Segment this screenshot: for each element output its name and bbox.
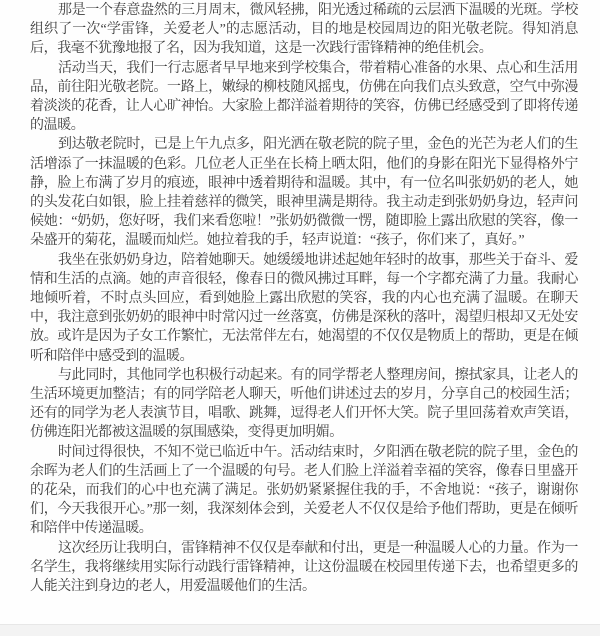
essay-paragraph-1: 那是一个春意盎然的三月周末，微风轻拂，阳光透过稀疏的云层洒下温暖的光斑。学校组织了一次“学雷锋，关爱老人”的志愿活动，目的地是校园周边的阳光敬老院。得知消息后，我毫不犹豫地报了名，因为我知道，这是一次践行雷锋精神的绝佳机会。 <box>30 3 578 57</box>
essay-paragraph-7: 这次经历让我明白，雷锋精神不仅仅是奉献和付出，更是一种温暖人心的力量。作为一名学生，我将继续用实际行动践行雷锋精神，让这份温暖在校园里传递下去，也希望更多的人能关注到身边的老人，用爱温暖他们的生活。 <box>30 540 578 595</box>
essay-paragraph-3: 到达敬老院时，已是上午九点多，阳光洒在敬老院的院子里，金色的光芒为老人们的生活增添了一抹温暖的色彩。几位老人正坐在长椅上晒太阳，他们的身影在阳光下显得格外宁静，脸上布满了岁月的痕迹，眼神中透着期待和温暖。其中，有一位名叫张奶奶的老人，她的头发花白如银，脸上挂着慈祥的微笑，眼神里满是期待。我主动走到张奶奶身边，轻声问候她：“奶奶，您好呀，我们来看您啦！”张奶奶微微一愣，随即脸上露出欣慰的笑容，像一朵盛开的菊花，温暖而灿烂。她拉着我的手，轻声说道：“孩子，你们来了，真好。” <box>30 137 578 249</box>
essay-paragraph-4: 我坐在张奶奶身边，陪着她聊天。她缓缓地讲述起她年轻时的故事，那些关于奋斗、爱情和生活的点滴。她的声音很轻，像春日的微风拂过耳畔，每一个字都充满了力量。我耐心地倾听着，不时点头回应，看到她脸上露出欣慰的笑容，我的内心也充满了温暖。在聊天中，我注意到张奶奶的眼神中时常闪过一丝落寞，仿佛是深秋的落叶，渴望归根却又无处安放。或许是因为子女工作繁忙，无法常伴左右，她渴望的不仅仅是物质上的帮助，更是在倾听和陪伴中感受到的温暖。 <box>30 252 578 364</box>
essay-paragraph-2: 活动当天，我们一行志愿者早早地来到学校集合，带着精心准备的水果、点心和生活用品，前往阳光敬老院。一路上，嫩绿的柳枝随风摇曳，仿佛在向我们点头致意，空气中弥漫着淡淡的花香，让人心旷神怡。大家脸上都洋溢着期待的笑容，仿佛已经感受到了即将传递的温暖。 <box>30 60 578 134</box>
bottom-edge-bar <box>0 624 600 636</box>
essay-paragraph-6: 时间过得很快，不知不觉已临近中午。活动结束时，夕阳洒在敬老院的院子里，金色的余晖为老人们的生活画上了一个温暖的句号。老人们脸上洋溢着幸福的笑容，像春日里盛开的花朵，而我们的心中也充满了满足。张奶奶紧紧握住我的手，不舍地说：“孩子，谢谢你们，今天我很开心。”那一刻，我深刻体会到，关爱老人不仅仅是给予他们帮助，更是在倾听和陪伴中传递温暖。 <box>30 444 578 537</box>
essay-body <box>30 1 578 596</box>
essay-paragraph-5: 与此同时，其他同学也积极行动起来。有的同学帮老人整理房间，擦拭家具，让老人的生活环境更加整洁；有的同学陪老人聊天，听他们讲述过去的岁月，分享自己的校园生活；还有的同学为老人表演节目，唱歌、跳舞，逗得老人们开怀大笑。院子里回荡着欢声笑语，仿佛连阳光都被这温暖的氛围感染，变得更加明媚。 <box>30 367 578 441</box>
